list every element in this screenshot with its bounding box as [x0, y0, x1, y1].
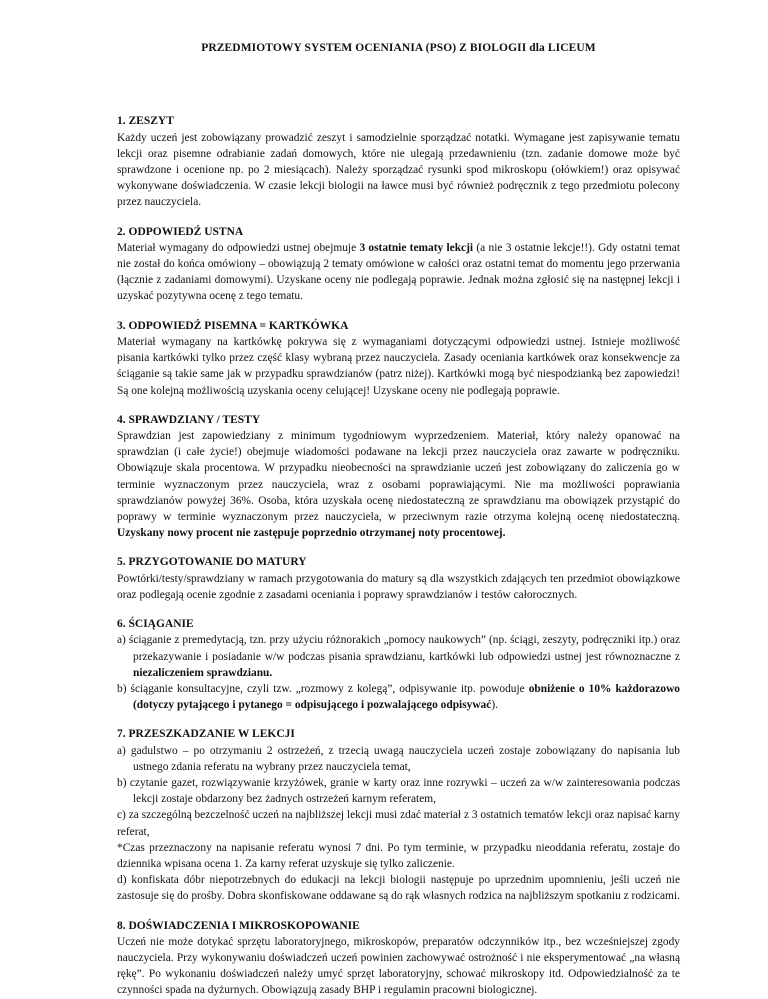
section-heading: 3. ODPOWIEDŹ PISEMNA = KARTKÓWKA [117, 319, 349, 332]
item-text: a) ściąganie z premedytacją, tzn. przy użyciu różnorakich „pomocy naukowych” (np. ściągi, zeszyty, podręczniki itp.) oraz przekazywanie i posiadanie w/w podczas pisania sprawdzianu, kartkówki lub odpowiedzi ustnej jest równoznaczne z [117, 634, 680, 663]
body-text: Materiał wymagany do odpowiedzi ustnej obejmuje [117, 241, 360, 254]
body-text: Sprawdzian jest zapowiedziany z minimum tygodniowym wyprzedzeniem. Materiał, który należy opanować na sprawdzian (i całe życie!) obejmuje wiadomości podawane na lekcji przez nauczyciela oraz zawarte w podręczniku. Obowiązuje skala procentowa. W przypadku nieobecności na sprawdzianie uczeń jest zobowiązany do zaliczenia go w terminie wyznaczonym przez nauczyciela, wraz z osobami poprawiającymi. Nie ma możliwości poprawiania sprawdzianów powyżej 36%. Osoba, która uzyskała ocenę niedostateczną ze sprawdzianu ma obowiązek przystąpić do poprawy w terminie wyznaczonym przez nauczyciela, w przeciwnym razie otrzyma kolejną ocenę niedostateczną. [117, 430, 680, 524]
list-item [117, 681, 680, 713]
section-doswiadczenia [117, 918, 680, 999]
section-heading: 7. PRZESZKADZANIE W LEKCJI [117, 728, 295, 741]
section-heading: 4. SPRAWDZIANY / TESTY [117, 413, 261, 426]
body-emphasis: Uzyskany nowy procent nie zastępuje poprzednio otrzymanej noty procentowej. [117, 527, 506, 540]
body-emphasis: 3 ostatnie tematy lekcji [359, 241, 474, 254]
section-przeszkadzanie [117, 726, 680, 904]
section-body: Materiał wymagany na kartkówkę pokrywa się z wymaganiami dotyczącymi odpowiedzi ustnej. Istnieje możliwość pisania kartkówki tylko przez część klasy wybraną przez nauczyciela. Zasady oceniania kartkówek oraz konsekwencje za ściąganie są takie same jak w przypadku sprawdzianów (patrz niżej). Kartkówki mogą być niespodzianką bez zapowiedzi! Są one kolejną możliwością uzyskania oceny celującej! Uzyskane oceny nie podlegają poprawie. [117, 336, 680, 397]
footnote: *Czas przeznaczony na napisanie referatu wynosi 7 dni. Po tym terminie, w przypadku nieoddania referatu, zostaje do dziennika wpisana ocena 1. Za karny referat uzyskuje się tylko zaliczenie. [117, 841, 680, 870]
list-item [117, 632, 680, 681]
section-body [117, 428, 680, 541]
list-item: d) konfiskata dóbr niepotrzebnych do edukacji na lekcji biologii następuje po uprzednim upomnieniu, jeśli uczeń nie zastosuje się do prośby. Dobra skonfiskowane oddawane są do rąk własnych rodzica na najbliższym spotkaniu z rodzicami. [117, 874, 680, 903]
section-heading: 5. PRZYGOTOWANIE DO MATURY [117, 556, 307, 569]
section-body [117, 240, 680, 305]
section-heading: 6. ŚCIĄGANIE [117, 618, 194, 631]
item-text: ). [491, 699, 498, 712]
section-heading: 1. ZESZYT [117, 115, 174, 128]
item-emphasis: niezaliczeniem sprawdzianu. [133, 666, 273, 679]
item-emphasis: obniżenie o 10% każdorazowo (dotyczy pytającego i pytanego = odpisującego i pozwalającego odpisywać [133, 682, 680, 712]
section-sprawdziany [117, 412, 680, 542]
body-text: (a nie 3 ostatnie lekcje!!). Gdy ostatni temat nie został do końca omówiony – obowiązują 2 tematy omówione w całości oraz ostatni temat do momentu jego przerwania (łącznie z zadaniami domowymi). Uzyskane oceny nie podlegają poprawie. Jednak można zgłosić się na następnej lekcji i uzyskać pozytywna ocenę z tego tematu. [117, 241, 680, 303]
section-matura [117, 554, 680, 603]
list-item: a) gadulstwo – po otrzymaniu 2 ostrzeżeń, z trzecią uwagą nauczyciela uczeń zostaje zobowiązany do napisania lub ustnego zdania referatu na wybrany przez nauczyciela temat, [117, 744, 680, 773]
section-heading: 2. ODPOWIEDŹ USTNA [117, 225, 244, 238]
list-item: c) za szczególną bezczelność uczeń na najbliższej lekcji musi zdać materiał z 3 ostatnich tematów lekcji oraz napisać karny referat, [117, 809, 680, 838]
section-kartkowka [117, 318, 680, 399]
section-sciaganie [117, 616, 680, 713]
document-title: PRZEDMIOTOWY SYSTEM OCENIANIA (PSO) Z BIOLOGII dla LICEUM [201, 42, 596, 54]
section-heading: 8. DOŚWIADCZENIA I MIKROSKOPOWANIE [117, 919, 360, 932]
section-body: Każdy uczeń jest zobowiązany prowadzić zeszyt i samodzielnie sporządzać notatki. Wymagane jest zapisywanie tematu lekcji oraz pisemne odrabianie zadań domowych, które nie ulegają przedawnieniu (tzn. zadanie domowe może być sprawdzone i ocenione np. po 2 miesiącach). Należy sporządzać rysunki spod mikroskopu (ołówkiem!) oraz opisywać wykonywane doświadczenia. W czasie lekcji biologii na ławce musi być również podręcznik z tego przedmiotu polecony przez nauczyciela. [117, 131, 680, 209]
section-body: Powtórki/testy/sprawdziany w ramach przygotowania do matury są dla wszystkich zdających ten przedmiot obowiązkowe oraz podlegają ocenie zgodnie z zasadami oceniania i poprawy sprawdzianów i testów całorocznych. [117, 572, 680, 601]
list-item: b) czytanie gazet, rozwiązywanie krzyżówek, granie w karty oraz inne rozrywki – uczeń za w/w zainteresowania podczas lekcji zostaje obdarzony bez żadnych ostrzeżeń karnym referatem, [117, 777, 680, 806]
section-body: Uczeń nie może dotykać sprzętu laboratoryjnego, mikroskopów, preparatów odczynników itp., bez wcześniejszej zgody nauczyciela. Przy wykonywaniu doświadczeń uczeń powinien zachowywać ostrożność i nie eksperymentować „na własną rękę”. Po wykonaniu doświadczeń należy umyć sprzęt laboratoryjny, schować mikroskopy itd. Odpowiedzialność za te czynności spada na dyżurnych. Obowiązują zasady BHP i regulamin pracowni biologicznej. [117, 935, 680, 997]
section-odpowiedz-ustna [117, 224, 680, 305]
item-text: b) ściąganie konsultacyjne, czyli tzw. „rozmowy z kolegą”, odpisywanie itp. powoduje [117, 682, 529, 695]
section-zeszyt [117, 113, 680, 210]
